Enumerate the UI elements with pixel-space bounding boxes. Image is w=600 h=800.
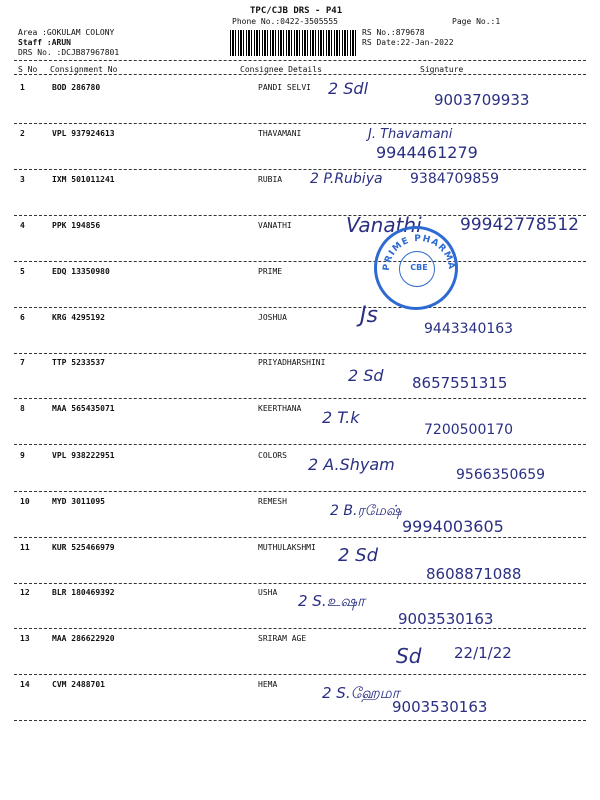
row-signature: 2 Sd: [348, 366, 384, 385]
row-consignee: KEERTHANA: [258, 404, 302, 413]
row-consignee: PRIME: [258, 267, 283, 276]
rs-number: RS No.:879678: [362, 28, 425, 37]
divider: [14, 60, 586, 61]
row-divider: [14, 720, 586, 721]
stamp: [374, 226, 458, 310]
row-consignee: REMESH: [258, 497, 287, 506]
row-consignee: THAVAMANI: [258, 129, 302, 138]
col-consignment: Consignment No: [50, 65, 118, 74]
row-phone: 22/1/22: [454, 644, 512, 662]
row-consignment: BLR 180469392: [52, 588, 115, 597]
phone-number: Phone No.:0422-3505555: [232, 17, 338, 26]
row-sno: 9: [20, 451, 25, 460]
row-signature: 2 Sdl: [328, 79, 369, 98]
col-sno: S No: [18, 65, 38, 74]
area-label: Area :GOKULAM COLONY: [18, 28, 115, 37]
row-signature: 2 Sd: [338, 545, 379, 566]
row-consignment: PPK 194856: [52, 221, 101, 230]
rs-date: RS Date:22-Jan-2022: [362, 38, 454, 47]
row-sno: 5: [20, 267, 25, 276]
row-consignment: MAA 565435071: [52, 404, 115, 413]
row-consignment: VPL 938222951: [52, 451, 115, 460]
row-phone: 9994003605: [402, 517, 504, 536]
row-divider: [14, 491, 586, 492]
row-sno: 14: [20, 680, 30, 689]
row-consignee: MUTHULAKSHMI: [258, 543, 316, 552]
row-consignee: SRIRAM AGE: [258, 634, 307, 643]
row-consignment: VPL 937924613: [52, 129, 115, 138]
row-consignment: MAA 286622920: [52, 634, 115, 643]
row-consignee: HEMA: [258, 680, 278, 689]
staff-label: Staff :ARUN: [18, 38, 71, 47]
row-signature: 2 S.ஹேமா: [322, 684, 400, 702]
row-signature: Js: [360, 303, 378, 328]
page-number: Page No.:1: [452, 17, 501, 26]
row-phone: 8608871088: [426, 565, 522, 583]
row-sno: 2: [20, 129, 25, 138]
row-consignee: USHA: [258, 588, 278, 597]
row-divider: [14, 353, 586, 354]
row-signature: Vanathi: [346, 213, 422, 237]
row-sno: 3: [20, 175, 25, 184]
row-consignment: CVM 2488701: [52, 680, 105, 689]
row-divider: [14, 398, 586, 399]
row-consignment: TTP 5233537: [52, 358, 105, 367]
row-divider: [14, 169, 586, 170]
row-sno: 1: [20, 83, 25, 92]
row-sno: 4: [20, 221, 25, 230]
row-consignment: KUR 525466979: [52, 543, 115, 552]
row-consignment: MYD 3011095: [52, 497, 105, 506]
row-sno: 10: [20, 497, 30, 506]
row-phone: 99942778512: [460, 215, 579, 235]
row-consignment: KRG 4295192: [52, 313, 105, 322]
row-sno: 6: [20, 313, 25, 322]
drs-number: DRS No. :DCJB87967801: [18, 48, 120, 57]
row-signature: Sd: [396, 644, 422, 668]
row-divider: [14, 123, 586, 124]
row-phone: 8657551315: [412, 374, 508, 392]
row-phone: 9566350659: [456, 467, 546, 483]
row-signature: 2 B.ரமேஷ்: [330, 503, 402, 519]
row-phone: 9003530163: [398, 610, 494, 628]
row-sno: 7: [20, 358, 25, 367]
row-consignee: PRIYADHARSHINI: [258, 358, 326, 367]
row-phone: 9443340163: [424, 321, 514, 337]
stamp-name: PRIME PHARMA: [381, 233, 457, 272]
row-consignment: EDQ 13350980: [52, 267, 110, 276]
row-phone: 7200500170: [424, 422, 514, 438]
row-divider: [14, 261, 586, 262]
row-divider: [14, 537, 586, 538]
stamp-city: CBE: [410, 263, 428, 272]
row-sno: 13: [20, 634, 30, 643]
row-phone: 9003709933: [434, 91, 530, 109]
row-consignment: IXM 501011241: [52, 175, 115, 184]
row-phone: 9944461279: [376, 143, 478, 162]
row-divider: [14, 444, 586, 445]
col-consignee: Consignee Details: [240, 65, 322, 74]
row-divider: [14, 583, 586, 584]
row-consignment: BOD 286780: [52, 83, 101, 92]
row-divider: [14, 307, 586, 308]
divider: [14, 74, 586, 75]
row-divider: [14, 628, 586, 629]
row-sno: 12: [20, 588, 30, 597]
barcode: [230, 30, 356, 56]
row-signature: 2 T.k: [322, 408, 360, 427]
row-sno: 11: [20, 543, 30, 552]
row-signature: 2 S.உஷா: [298, 592, 365, 610]
row-consignee: VANATHI: [258, 221, 292, 230]
drs-title: TPC/CJB DRS - P41: [250, 6, 343, 16]
row-phone: 9384709859: [410, 171, 500, 187]
row-signature: J. Thavamani: [368, 127, 453, 142]
row-sno: 8: [20, 404, 25, 413]
row-consignee: COLORS: [258, 451, 287, 460]
row-divider: [14, 674, 586, 675]
row-consignee: PANDI SELVI: [258, 83, 311, 92]
row-signature: 2 A.Shyam: [308, 455, 395, 474]
row-phone: 9003530163: [392, 698, 488, 716]
col-signature: Signature: [420, 65, 464, 74]
row-consignee: RUBIA: [258, 175, 283, 184]
row-consignee: JOSHUA: [258, 313, 287, 322]
row-signature: 2 P.Rubiya: [310, 171, 383, 187]
